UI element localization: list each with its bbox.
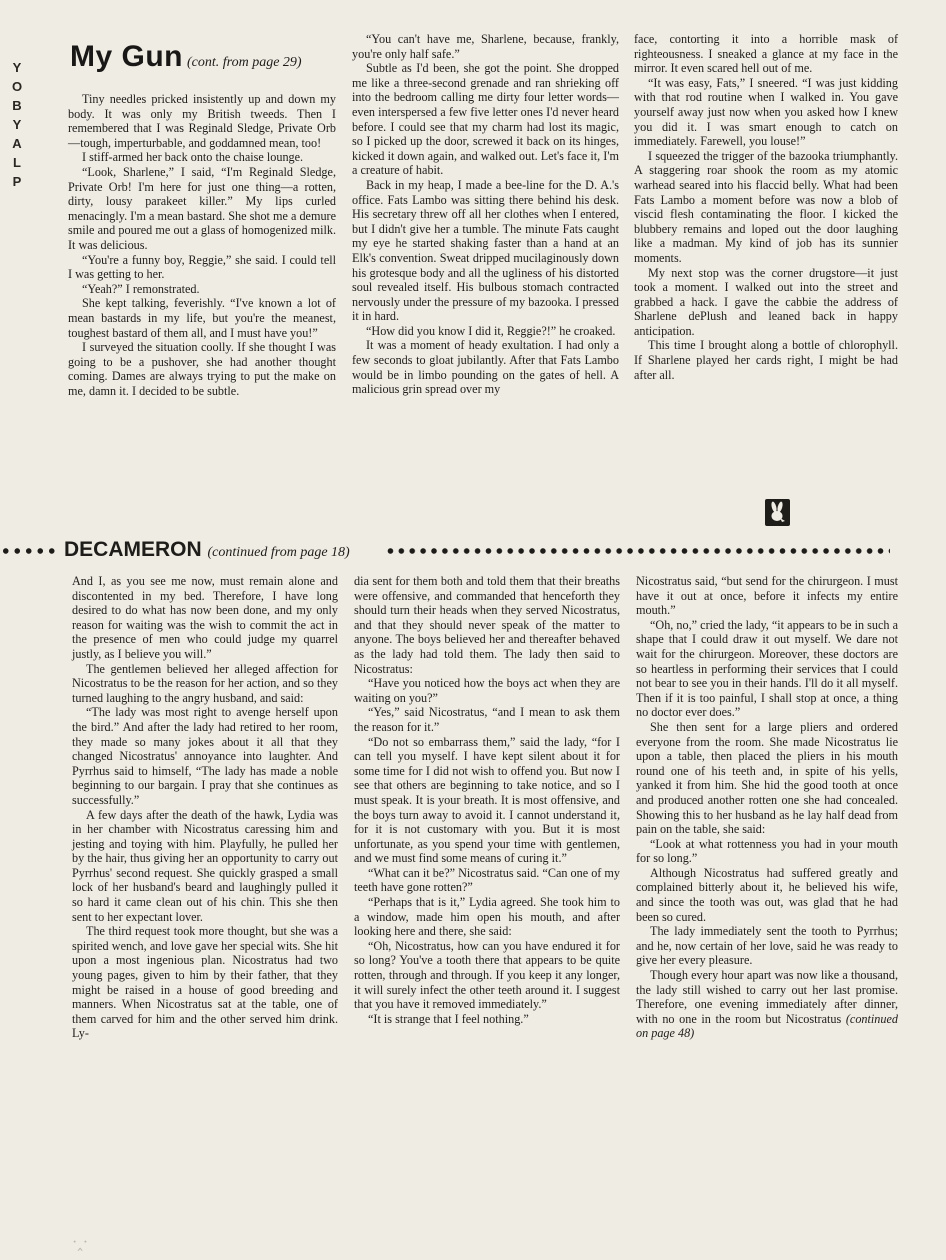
paragraph: “The lady was most right to avenge herself upon the bird.” And after the lady had retired to her room, they made so many jokes about it all that they changed Nicostratus' annoyance into laughter. And Pyrrhus said to himself, “The lady has made a noble beginning to our bargain. I pray that she continues as successfully.” xyxy=(72,705,338,807)
paragraph: “It was easy, Fats,” I sneered. “I was just kidding with that rod routine when I walked in. You gave yourself away just now when you asked how I knew you did it. I was smart enough to catch on immediately. Farewell, you louse!” xyxy=(634,75,898,149)
paragraph xyxy=(636,968,898,1041)
paragraph: And I, as you see me now, must remain alone and discontented in my bed. Therefore, I have long desired to do what has now been done, and my only reason for waiting was the wish to commit the act in the presence of men who could judge my quarrel justly, as I believe you will.” xyxy=(72,574,338,661)
paragraph: Back in my heap, I made a bee-line for the D. A.'s office. Fats Lambo was sitting there behind his desk. His secretary threw off all her clothes when I entered, but I didn't give her a tumble. The minute Fats caught my eye he started shaking faster than a hand at an Elk's convention. Sweat dripped mucilaginously down his grotesque body and all the ugliness of his distorted soul revealed itself. His bulbous stomach contracted nervously under the pressure of my bazooka. I pressed it in hard. xyxy=(352,177,619,324)
side-letter: A xyxy=(12,136,22,151)
decameron-column-2 xyxy=(354,574,620,1026)
continued-note: (continued on page 48) xyxy=(636,1011,898,1041)
paragraph: “Yeah?” I remonstrated. xyxy=(82,281,200,296)
paragraph: A few days after the death of the hawk, Lydia was in her chamber with Nicostratus caressing him and jesting and toying with him. Playfully, he pulled her by the hair, thus giving her an opportunity to carry out Pyrrhus' second request. She quickly grasped a small lock of her husband's beard and laughingly pulled it so hard it came clean out of his chin. This she then sent to her expectant lover. xyxy=(72,807,338,924)
paragraph: “Oh, no,” cried the lady, “it appears to be in such a shape that I could draw it out myself. We dare not wait for the chirurgeon. Moreover, these doctors are so heartless in performing their services that I could not bear to see you in their hands. I'll do it all myself. Then if it is too painful, I shall stop at once, a thing no doctor ever does.” xyxy=(636,617,898,720)
paragraph: It was a moment of heady exultation. I had only a few seconds to gloat jubilantly. After that Fats Lambo would be in limbo pounding on the gates of hell. A malicious grin spread over my xyxy=(352,338,619,397)
paragraph: Tiny needles pricked insistently up and down my body. It was only my British tweeds. Then I remembered that I was Reginald Sledge, Private Orb—tough, imperturbable, and goddamned mean, too! xyxy=(68,92,336,150)
paragraph: “Have you noticed how the boys act when they are waiting on you?” xyxy=(354,676,620,705)
side-letter: B xyxy=(12,98,22,113)
end-mark-rabbit-icon xyxy=(765,499,790,526)
paragraph: Although Nicostratus had suffered greatly and complained bitterly about it, he believed his wife, and since the tooth was out, was glad that he had been so cured. xyxy=(636,865,898,924)
side-letter: Y xyxy=(12,60,22,75)
decameron-column-3 xyxy=(636,574,898,1041)
side-letter: P xyxy=(12,174,22,189)
decameron-column-1 xyxy=(72,574,338,1041)
paragraph: The third request took more thought, but she was a spirited wench, and love gave her special wits. She hit upon a most ingenious plan. Nicostratus had two young pages, given to him by their father, that they might be raised in a house of good breeding and manners. When Nicostratus sat at the table, one of them carved for him and the other served him drink. Ly- xyxy=(72,924,338,1041)
my-gun-column-3 xyxy=(634,32,898,382)
paragraph: The lady immediately sent the tooth to Pyrrhus; and he, now certain of her love, said he was ready to give her every pleasure. xyxy=(636,924,898,968)
paragraph: “Look, Sharlene,” I said, “I'm Reginald Sledge, Private Orb! I'm here for just one thing—a rotten, dirty, lousy parakeet killer.” My lips curled menacingly. I'm a mean bastard. She shot me a demure smile and poured me out a glass of homogenized milk. It was delicious. xyxy=(68,164,336,252)
magazine-name-vertical xyxy=(8,58,26,191)
decorative-dots-left xyxy=(0,547,58,555)
side-letter: Y xyxy=(12,117,22,132)
paragraph: dia sent for them both and told them that their breaths were offensive, and commanded that henceforth they should turn their heads when they served Nicostratus, and that they should never speak of the matter to anyone. The boys believed her and thereafter behaved as the lady had told them. The lady then said to Nicostratus: xyxy=(354,574,620,676)
paragraph: My next stop was the corner drugstore—it just took a moment. I walked out into the street and grabbed a hack. I gave the cabbie the address of Sharlene dePlush and leaned back in happy anticipation. xyxy=(634,265,898,338)
my-gun-column-2 xyxy=(352,32,619,397)
paragraph: This time I brought along a bottle of chlorophyll. If Sharlene played her cards right, I might be had after all. xyxy=(634,338,898,382)
paragraph: “How did you know I did it, Reggie?!” he croaked. xyxy=(366,323,616,338)
continued-note: (continued from page 18) xyxy=(207,545,350,560)
decameron-header xyxy=(0,540,890,562)
article-title: DECAMERON xyxy=(64,540,202,561)
paragraph: She kept talking, feverishly. “I've known a lot of mean bastards in my life, but you're the meanest, toughest bastard of them all, and I must have you!” xyxy=(68,296,336,340)
paragraph: “Yes,” said Nicostratus, “and I mean to ask them the reason for it.” xyxy=(354,705,620,734)
paragraph: “You can't have me, Sharlene, because, frankly, you're only half safe.” xyxy=(352,32,619,61)
paragraph: I stiff-armed her back onto the chaise lounge. xyxy=(82,150,304,165)
paragraph: I squeezed the trigger of the bazooka triumphantly. A staggering roar shook the room as my atomic warhead seared into his flaccid belly. What had been Fats Lambo a moment before was now a blob of viscid flesh contaminating the floor. I kicked the blubbery remains and loped out the door laughing like a madman. My kind of job has its sunnier moments. xyxy=(634,148,898,265)
paragraph: “Oh, Nicostratus, how can you have endured it for so long? You've a tooth there that appears to be quite rotten, through and through. If you keep it any longer, it will surely infect the other teeth around it. I suggest that you have it removed immediately.” xyxy=(354,938,620,1012)
faint-page-mark: ·‸· xyxy=(72,1234,89,1251)
paragraph: Subtle as I'd been, she got the point. She dropped me like a three-second grenade and ran shrieking off into the bedroom calling me dirty four letter words—even interspersed a few five letter ones I'd never heard before. I could see that my charm had lost its magic, so I picked up the door, screwed it back on its hinges, kicked it down again, and walked out. Let's face it, I'm a creature of habit. xyxy=(352,61,619,178)
paragraph: I surveyed the situation coolly. If she thought I was going to be a pushover, she had another thought coming. Dames are always trying to put the make on me, damn it. I decided to be subtle. xyxy=(68,340,336,398)
paragraph: She then sent for a large pliers and ordered everyone from the room. She made Nicostratus lie upon a table, then placed the pliers in his mouth round one of his teeth and, in spite of his yells, yanked it from him. She hid the good tooth at once and produced another rotten one she had concealed. Showing this to her husband as he lay half dead from pain on the table, she said: xyxy=(636,719,898,837)
paragraph: “You're a funny boy, Reggie,” she said. I could tell I was getting to her. xyxy=(68,252,336,282)
paragraph-text: Though every hour apart was now like a thousand, the lady still wished to carry out her last promise. Therefore, one evening immediately after dinner, with no one in the room but Nicostratus xyxy=(636,968,898,1026)
paragraph: face, contorting it into a horrible mask of righteousness. I sneaked a glance at my face in the mirror. It even scared hell out of me. xyxy=(634,32,898,76)
paragraph: The gentlemen believed her alleged affection for Nicostratus to be the reason for her action, and so they turned laughing to the angry husband, and said: xyxy=(72,661,338,705)
article-title-decameron xyxy=(64,540,350,562)
paragraph: Nicostratus said, “but send for the chirurgeon. I must have it out at once, before it infects my entire mouth.” xyxy=(636,574,898,618)
paragraph: “It is strange that I feel nothing.” xyxy=(368,1011,529,1026)
paragraph: “Perhaps that is it,” Lydia agreed. She took him to a window, made him open his mouth, and after looking here and there, she said: xyxy=(354,895,620,939)
my-gun-column-1 xyxy=(68,92,336,398)
paragraph: “What can it be?” Nicostratus said. “Can one of my teeth have gone rotten?” xyxy=(354,865,620,895)
article-title-my-gun xyxy=(70,40,302,74)
continued-note: (cont. from page 29) xyxy=(187,55,302,70)
side-letter: O xyxy=(11,79,23,94)
decorative-dots-right xyxy=(385,547,890,555)
article-title: My Gun xyxy=(70,40,183,73)
paragraph: “Do not so embarrass them,” said the lady, “for I can tell you myself. I have kept silent about it for some time for I did not wish to offend you. But now I see that others are beginning to take notice, and so I must speak. It is your breath. It is most offensive, and the boys turn away to avoid it. I cannot understand it, for it is not customary with you. But it is most unfortunate, as you spend your time with gentlemen, and we must find some means of curing it.” xyxy=(354,734,620,866)
side-letter: L xyxy=(13,155,21,170)
paragraph: “Look at what rottenness you had in your mouth for so long.” xyxy=(636,836,898,866)
